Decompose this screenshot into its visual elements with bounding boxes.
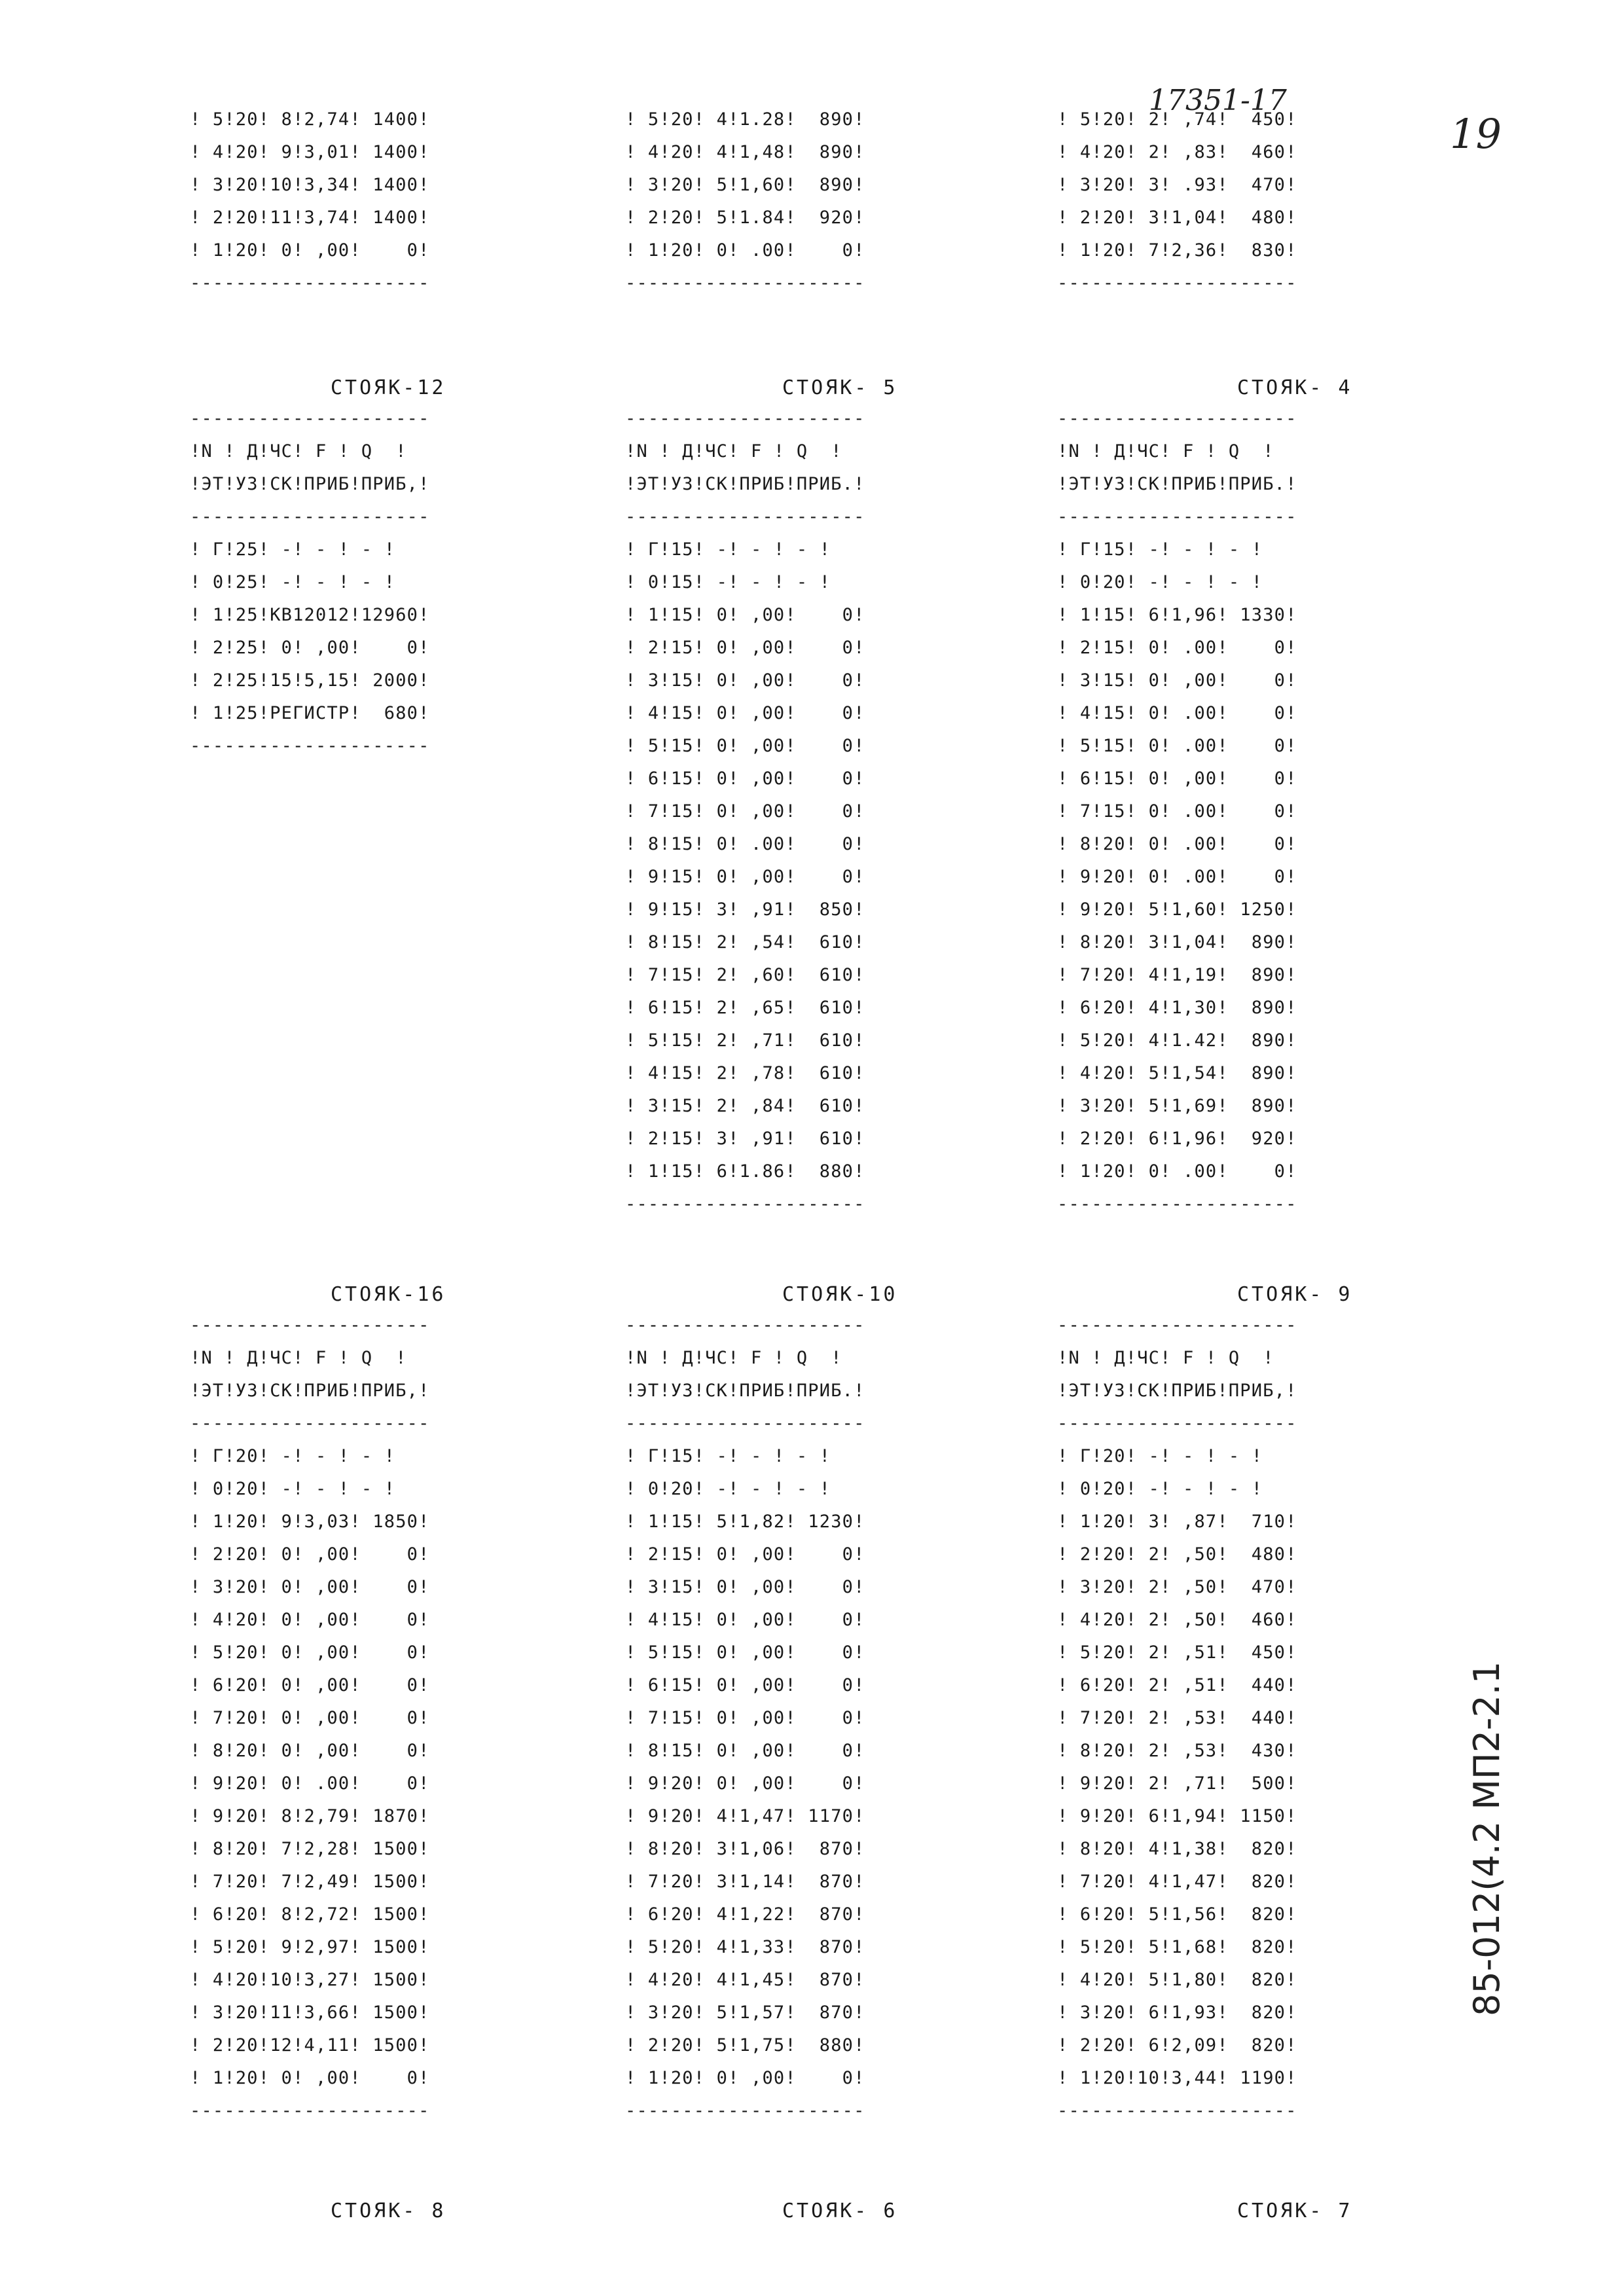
riser-7-title: СТОЯК- 7 bbox=[1237, 2200, 1353, 2222]
riser-9-title: СТОЯК- 9 bbox=[1237, 1283, 1353, 1306]
page-code-handwritten: 17351-17 bbox=[1149, 84, 1287, 117]
table-continuation-right: ! 5!20! 2! ,74! 450! ! 4!20! 2! ,83! 460! ! 3!20! 3! .93! 470! ! 2!20! 3!1,04! 480! ! 1!20! 7!2,36! 830! --------------------- bbox=[1057, 109, 1297, 293]
riser-6-title: СТОЯК- 6 bbox=[782, 2200, 898, 2222]
riser-5-title: СТОЯК- 5 bbox=[782, 376, 898, 399]
riser-9-table: --------------------- !N ! Д!ЧС! F ! Q ! !ЭТ!УЗ!СК!ПРИБ!ПРИБ,! --------------------- ! Г!20! -! - ! - ! ! 0!20! -! - ! - ! ! 1!20! 3! ,87! 710! ! 2!20! 2! ,50! 480! ! 3!20! 2! ,50! 470! ! 4!20! 2! ,50! 460! ! 5!20! 2! ,51! 450! ! 6!20! 2! ,51! 440! ! 7!20! 2! ,53! 440! ! 8!20! 2! ,53! 430! ! 9!20! 2! ,71! 500! ! 9!20! 6!1,94! 1150! ! 8!20! 4!1,38! 820! ! 7!20! 4!1,47! 820! ! 6!20! 5!1,56! 820! ! 5!20! 5!1,68! 820! ! 4!20! 5!1,80! 820! ! 3!20! 6!1,93! 820! ! 2!20! 6!2,09! 820! ! 1!20!10!3,44! 1190! --------------------- bbox=[1057, 1315, 1297, 2121]
riser-4-title: СТОЯК- 4 bbox=[1237, 376, 1353, 399]
table-continuation-middle: ! 5!20! 4!1.28! 890! ! 4!20! 4!1,48! 890! ! 3!20! 5!1,60! 890! ! 2!20! 5!1.84! 920! ! 1!20! 0! .00! 0! --------------------- bbox=[625, 109, 865, 293]
riser-12-table: --------------------- !N ! Д!ЧС! F ! Q ! !ЭТ!УЗ!СК!ПРИБ!ПРИБ,! --------------------- ! Г!25! -! - ! - ! ! 0!25! -! - ! - ! ! 1!25!КВ12012!12960! ! 2!25! 0! ,00! 0! ! 2!25!15!5,15! 2000! ! 1!25!РЕГИСТР! 680! --------------------- bbox=[190, 408, 430, 756]
riser-12-title: СТОЯК-12 bbox=[331, 376, 446, 399]
riser-4-table: --------------------- !N ! Д!ЧС! F ! Q ! !ЭТ!УЗ!СК!ПРИБ!ПРИБ.! --------------------- ! Г!15! -! - ! - ! ! 0!20! -! - ! - ! ! 1!15! 6!1,96! 1330! ! 2!15! 0! .00! 0! ! 3!15! 0! ,00! 0! ! 4!15! 0! .00! 0! ! 5!15! 0! .00! 0! ! 6!15! 0! ,00! 0! ! 7!15! 0! .00! 0! ! 8!20! 0! .00! 0! ! 9!20! 0! .00! 0! ! 9!20! 5!1,60! 1250! ! 8!20! 3!1,04! 890! ! 7!20! 4!1,19! 890! ! 6!20! 4!1,30! 890! ! 5!20! 4!1.42! 890! ! 4!20! 5!1,54! 890! ! 3!20! 5!1,69! 890! ! 2!20! 6!1,96! 920! ! 1!20! 0! .00! 0! --------------------- bbox=[1057, 408, 1297, 1214]
riser-16-title: СТОЯК-16 bbox=[331, 1283, 446, 1306]
riser-5-table: --------------------- !N ! Д!ЧС! F ! Q ! !ЭТ!УЗ!СК!ПРИБ!ПРИБ.! --------------------- ! Г!15! -! - ! - ! ! 0!15! -! - ! - ! ! 1!15! 0! ,00! 0! ! 2!15! 0! ,00! 0! ! 3!15! 0! ,00! 0! ! 4!15! 0! ,00! 0! ! 5!15! 0! ,00! 0! ! 6!15! 0! ,00! 0! ! 7!15! 0! ,00! 0! ! 8!15! 0! .00! 0! ! 9!15! 0! ,00! 0! ! 9!15! 3! ,91! 850! ! 8!15! 2! ,54! 610! ! 7!15! 2! ,60! 610! ! 6!15! 2! ,65! 610! ! 5!15! 2! ,71! 610! ! 4!15! 2! ,78! 610! ! 3!15! 2! ,84! 610! ! 2!15! 3! ,91! 610! ! 1!15! 6!1.86! 880! --------------------- bbox=[625, 408, 865, 1214]
riser-16-table: --------------------- !N ! Д!ЧС! F ! Q ! !ЭТ!УЗ!СК!ПРИБ!ПРИБ,! --------------------- ! Г!20! -! - ! - ! ! 0!20! -! - ! - ! ! 1!20! 9!3,03! 1850! ! 2!20! 0! ,00! 0! ! 3!20! 0! ,00! 0! ! 4!20! 0! ,00! 0! ! 5!20! 0! ,00! 0! ! 6!20! 0! ,00! 0! ! 7!20! 0! ,00! 0! ! 8!20! 0! ,00! 0! ! 9!20! 0! .00! 0! ! 9!20! 8!2,79! 1870! ! 8!20! 7!2,28! 1500! ! 7!20! 7!2,49! 1500! ! 6!20! 8!2,72! 1500! ! 5!20! 9!2,97! 1500! ! 4!20!10!3,27! 1500! ! 3!20!11!3,66! 1500! ! 2!20!12!4,11! 1500! ! 1!20! 0! ,00! 0! --------------------- bbox=[190, 1315, 430, 2121]
page-number-handwritten: 19 bbox=[1450, 110, 1502, 158]
side-document-code: 85-012(4.2 МП2-2.1 bbox=[1466, 1661, 1507, 2016]
riser-10-table: --------------------- !N ! Д!ЧС! F ! Q ! !ЭТ!УЗ!СК!ПРИБ!ПРИБ.! --------------------- ! Г!15! -! - ! - ! ! 0!20! -! - ! - ! ! 1!15! 5!1,82! 1230! ! 2!15! 0! ,00! 0! ! 3!15! 0! ,00! 0! ! 4!15! 0! ,00! 0! ! 5!15! 0! ,00! 0! ! 6!15! 0! ,00! 0! ! 7!15! 0! ,00! 0! ! 8!15! 0! ,00! 0! ! 9!20! 0! ,00! 0! ! 9!20! 4!1,47! 1170! ! 8!20! 3!1,06! 870! ! 7!20! 3!1,14! 870! ! 6!20! 4!1,22! 870! ! 5!20! 4!1,33! 870! ! 4!20! 4!1,45! 870! ! 3!20! 5!1,57! 870! ! 2!20! 5!1,75! 880! ! 1!20! 0! ,00! 0! --------------------- bbox=[625, 1315, 865, 2121]
table-continuation-left: ! 5!20! 8!2,74! 1400! ! 4!20! 9!3,01! 1400! ! 3!20!10!3,34! 1400! ! 2!20!11!3,74! 1400! ! 1!20! 0! ,00! 0! --------------------- bbox=[190, 109, 430, 293]
riser-8-title: СТОЯК- 8 bbox=[331, 2200, 446, 2222]
riser-10-title: СТОЯК-10 bbox=[782, 1283, 898, 1306]
